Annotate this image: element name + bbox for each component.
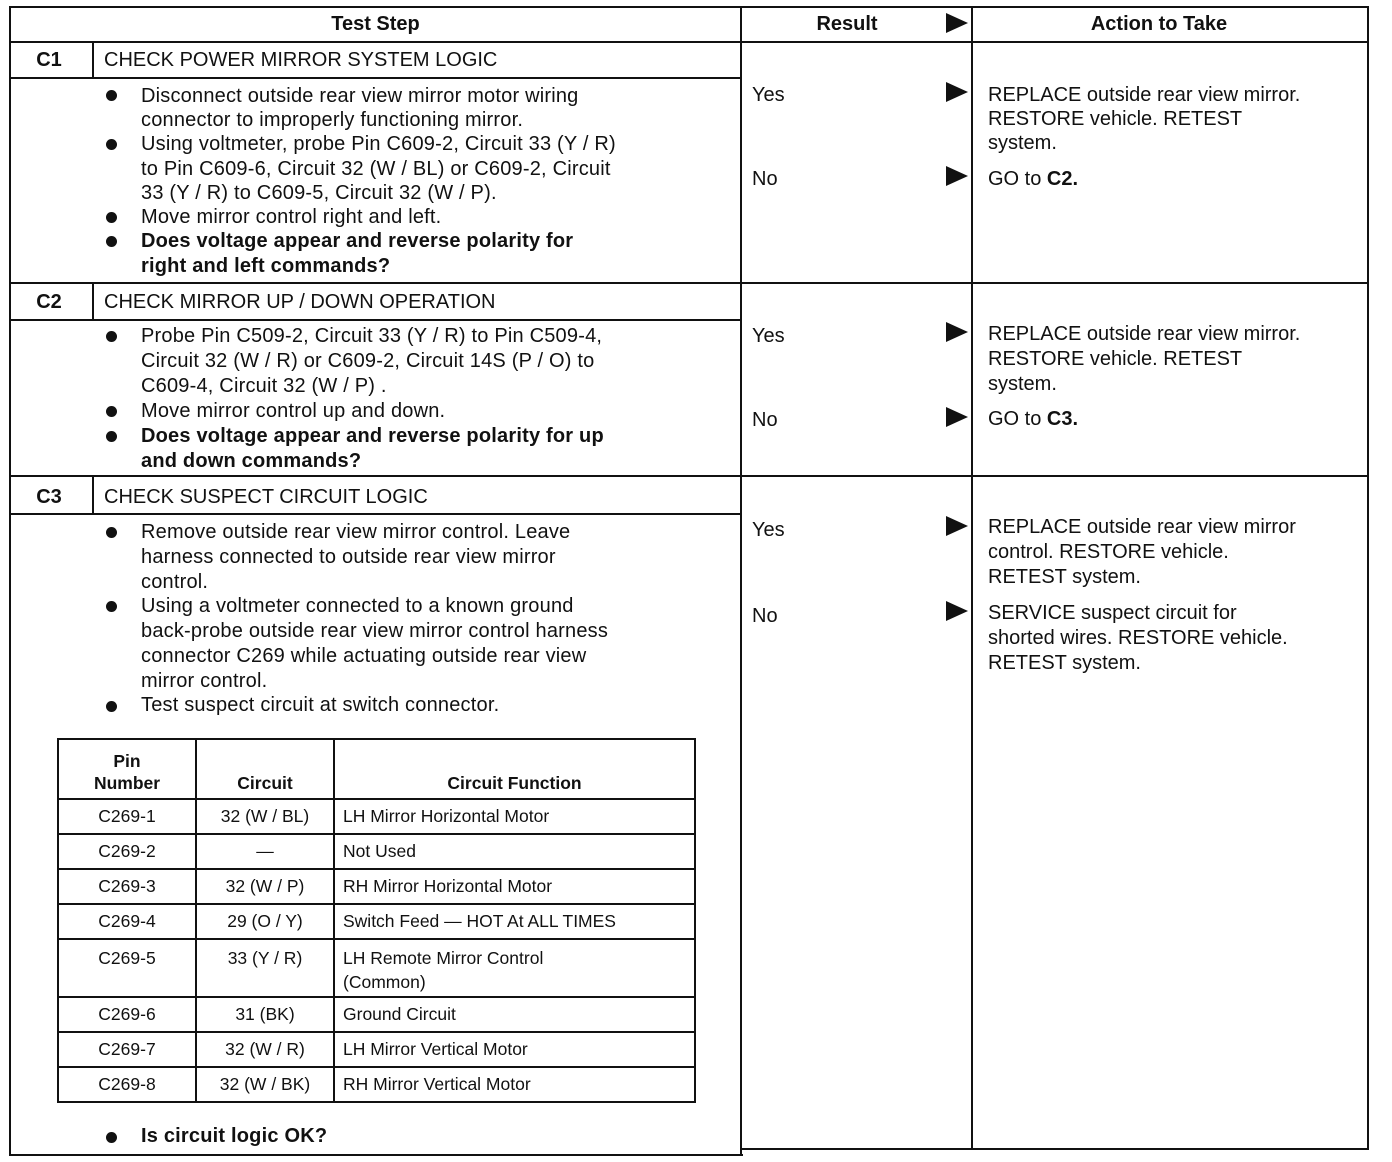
- bullet-icon: [106, 212, 117, 223]
- result-arrow-icon: [946, 516, 968, 536]
- table-row: [58, 834, 695, 869]
- col-divider-action: [971, 6, 973, 1149]
- c2-yes-action-line-2: RESTORE vehicle. RETEST: [988, 348, 1243, 370]
- c1-yes-action-line-1: REPLACE outside rear view mirror.: [988, 84, 1301, 106]
- c2-bullet-2-line-1: Move mirror control up and down.: [141, 400, 446, 422]
- circuit-function-header: Circuit Function: [334, 739, 695, 799]
- bullet-icon: [106, 236, 117, 247]
- col-divider-result: [740, 6, 742, 1156]
- c3-yes-action-line-3: RETEST system.: [988, 566, 1141, 588]
- border-top: [9, 6, 1369, 8]
- border-right: [1367, 6, 1369, 1149]
- c3-bullet-1-line-3: control.: [141, 571, 209, 593]
- c1-bullet-2-line-3: 33 (Y / R) to C609-5, Circuit 32 (W / P).: [141, 182, 497, 204]
- function-cell: LH Mirror Horizontal Motor: [334, 799, 695, 834]
- header-action: Action to Take: [1090, 13, 1228, 35]
- circuit-cell: —: [196, 834, 334, 869]
- c1-no-action-target: C2.: [1046, 168, 1079, 190]
- c1-result-no: No: [752, 168, 778, 190]
- c2-question-line-2: and down commands?: [141, 450, 362, 472]
- c3-no-action-line-3: RETEST system.: [988, 652, 1141, 674]
- c1-question-line-2: right and left commands?: [141, 255, 391, 277]
- result-arrow-icon: [946, 601, 968, 621]
- step-divider-c2-c3: [9, 475, 1369, 477]
- function-cell: RH Mirror Horizontal Motor: [334, 869, 695, 904]
- circuit-cell: 32 (W / R): [196, 1032, 334, 1067]
- c2-no-action: [988, 407, 1078, 432]
- c1-bullet-3-line-1: Move mirror control right and left.: [141, 206, 442, 228]
- pin-number-header: [58, 739, 196, 799]
- c2-bullet-1-line-1: Probe Pin C509-2, Circuit 33 (Y / R) to Pin C509-4,: [141, 325, 603, 347]
- function-cell: Not Used: [334, 834, 695, 869]
- c3-bullet-2-line-2: back-probe outside rear view mirror control harness: [141, 620, 609, 642]
- result-arrow-icon: [946, 322, 968, 342]
- code-divider-c3: [92, 476, 94, 514]
- circuit-cell: 29 (O / Y): [196, 904, 334, 939]
- c3-yes-action-line-2: control. RESTORE vehicle.: [988, 541, 1229, 563]
- function-cell: RH Mirror Vertical Motor: [334, 1067, 695, 1102]
- c1-result-yes: Yes: [752, 84, 785, 106]
- step-title-c1: CHECK POWER MIRROR SYSTEM LOGIC: [104, 49, 498, 71]
- pin-header-line-1: Pin: [113, 751, 141, 771]
- c3-bullet-3-line-1: Test suspect circuit at switch connector.: [141, 694, 500, 716]
- result-arrow-icon: [946, 407, 968, 427]
- pin-table: [57, 738, 696, 1103]
- circuit-cell: 33 (Y / R): [196, 939, 334, 997]
- c3-bullet-1-line-1: Remove outside rear view mirror control. Leave: [141, 521, 571, 543]
- c1-bullet-2-line-2: to Pin C609-6, Circuit 32 (W / BL) or C609-2, Circuit: [141, 158, 611, 180]
- c3-no-action-line-2: shorted wires. RESTORE vehicle.: [988, 627, 1288, 649]
- step-code-c1: C1: [36, 49, 62, 71]
- bullet-icon: [106, 90, 117, 101]
- function-cell-line-2: (Common): [343, 972, 426, 992]
- c3-no-action-line-1: SERVICE suspect circuit for: [988, 602, 1237, 624]
- function-cell: LH Mirror Vertical Motor: [334, 1032, 695, 1067]
- c3-bullet-2-line-1: Using a voltmeter connected to a known ground: [141, 595, 574, 617]
- step-divider-c1-c2: [9, 282, 1369, 284]
- pin-cell: C269-3: [58, 869, 196, 904]
- step-code-c3: C3: [36, 486, 62, 508]
- table-row: [58, 1032, 695, 1067]
- c2-no-action-prefix: GO to: [988, 408, 1047, 430]
- pin-table-header: [58, 739, 695, 799]
- bullet-icon: [106, 406, 117, 417]
- c3-bullet-1-line-2: harness connected to outside rear view mirror: [141, 546, 556, 568]
- c1-bullet-1-line-2: connector to improperly functioning mirror.: [141, 109, 524, 131]
- bullet-icon: [106, 701, 117, 712]
- header-test-step: Test Step: [331, 13, 420, 35]
- header-arrow-icon: [946, 13, 968, 33]
- function-cell: [334, 939, 695, 997]
- pin-cell: C269-1: [58, 799, 196, 834]
- result-arrow-icon: [946, 82, 968, 102]
- code-divider-c2: [92, 283, 94, 320]
- c2-result-no: No: [752, 409, 778, 431]
- table-row: [58, 904, 695, 939]
- table-row: [58, 997, 695, 1032]
- result-arrow-icon: [946, 166, 968, 186]
- pin-cell: C269-6: [58, 997, 196, 1032]
- table-row: [58, 939, 695, 997]
- c3-yes-action-line-1: REPLACE outside rear view mirror: [988, 516, 1296, 538]
- table-row: [58, 1067, 695, 1102]
- pin-cell: C269-2: [58, 834, 196, 869]
- function-cell: Ground Circuit: [334, 997, 695, 1032]
- step-title-c2: CHECK MIRROR UP / DOWN OPERATION: [104, 291, 496, 313]
- c2-bullet-1-line-2: Circuit 32 (W / R) or C609-2, Circuit 14S (P / O) to: [141, 350, 595, 372]
- c2-yes-action-line-1: REPLACE outside rear view mirror.: [988, 323, 1301, 345]
- title-underline-c1: [9, 77, 742, 79]
- pin-header-line-2: Number: [93, 773, 161, 793]
- bullet-icon: [106, 601, 117, 612]
- circuit-cell: 32 (W / BL): [196, 799, 334, 834]
- c2-question-line-1: Does voltage appear and reverse polarity for up: [141, 425, 604, 447]
- pin-cell: C269-5: [58, 939, 196, 997]
- bullet-icon: [106, 431, 117, 442]
- bullet-icon: [106, 331, 117, 342]
- table-row: [58, 869, 695, 904]
- step-code-c2: C2: [36, 291, 62, 313]
- c1-bullet-2-line-1: Using voltmeter, probe Pin C609-2, Circuit 33 (Y / R): [141, 133, 616, 155]
- bullet-icon: [106, 527, 117, 538]
- circuit-cell: 32 (W / P): [196, 869, 334, 904]
- c1-yes-action-line-2: RESTORE vehicle. RETEST: [988, 108, 1243, 130]
- c3-result-no: No: [752, 605, 778, 627]
- pin-cell: C269-7: [58, 1032, 196, 1067]
- border-bottom-right: [741, 1148, 1369, 1150]
- circuit-header: Circuit: [196, 739, 334, 799]
- title-underline-c3: [9, 513, 742, 515]
- c1-question-line-1: Does voltage appear and reverse polarity for: [141, 230, 574, 252]
- header-bottom-line: [9, 41, 1369, 43]
- circuit-cell: 31 (BK): [196, 997, 334, 1032]
- pin-cell: C269-8: [58, 1067, 196, 1102]
- title-underline-c2: [9, 319, 742, 321]
- c1-no-action: [988, 167, 1078, 192]
- c1-no-action-prefix: GO to: [988, 168, 1047, 190]
- header-result: Result: [816, 13, 878, 35]
- border-bottom: [9, 1154, 743, 1156]
- c3-bullet-2-line-3: connector C269 while actuating outside rear view: [141, 645, 587, 667]
- c2-bullet-1-line-3: C609-4, Circuit 32 (W / P) .: [141, 375, 387, 397]
- step-title-c3: CHECK SUSPECT CIRCUIT LOGIC: [104, 486, 428, 508]
- code-divider-c1: [92, 42, 94, 78]
- c1-yes-action-line-3: system.: [988, 132, 1057, 154]
- function-cell: Switch Feed — HOT At ALL TIMES: [334, 904, 695, 939]
- border-left: [9, 6, 11, 1156]
- c3-question-line-1: Is circuit logic OK?: [141, 1125, 328, 1147]
- table-row: [58, 799, 695, 834]
- c3-result-yes: Yes: [752, 519, 785, 541]
- function-cell-line-1: LH Remote Mirror Control: [343, 948, 544, 968]
- c2-no-action-target: C3.: [1046, 408, 1079, 430]
- circuit-cell: 32 (W / BK): [196, 1067, 334, 1102]
- bullet-icon: [106, 1132, 117, 1143]
- c2-yes-action-line-3: system.: [988, 373, 1057, 395]
- c3-bullet-2-line-4: mirror control.: [141, 670, 268, 692]
- c2-result-yes: Yes: [752, 325, 785, 347]
- c1-bullet-1-line-1: Disconnect outside rear view mirror motor wiring: [141, 85, 579, 107]
- pin-cell: C269-4: [58, 904, 196, 939]
- bullet-icon: [106, 139, 117, 150]
